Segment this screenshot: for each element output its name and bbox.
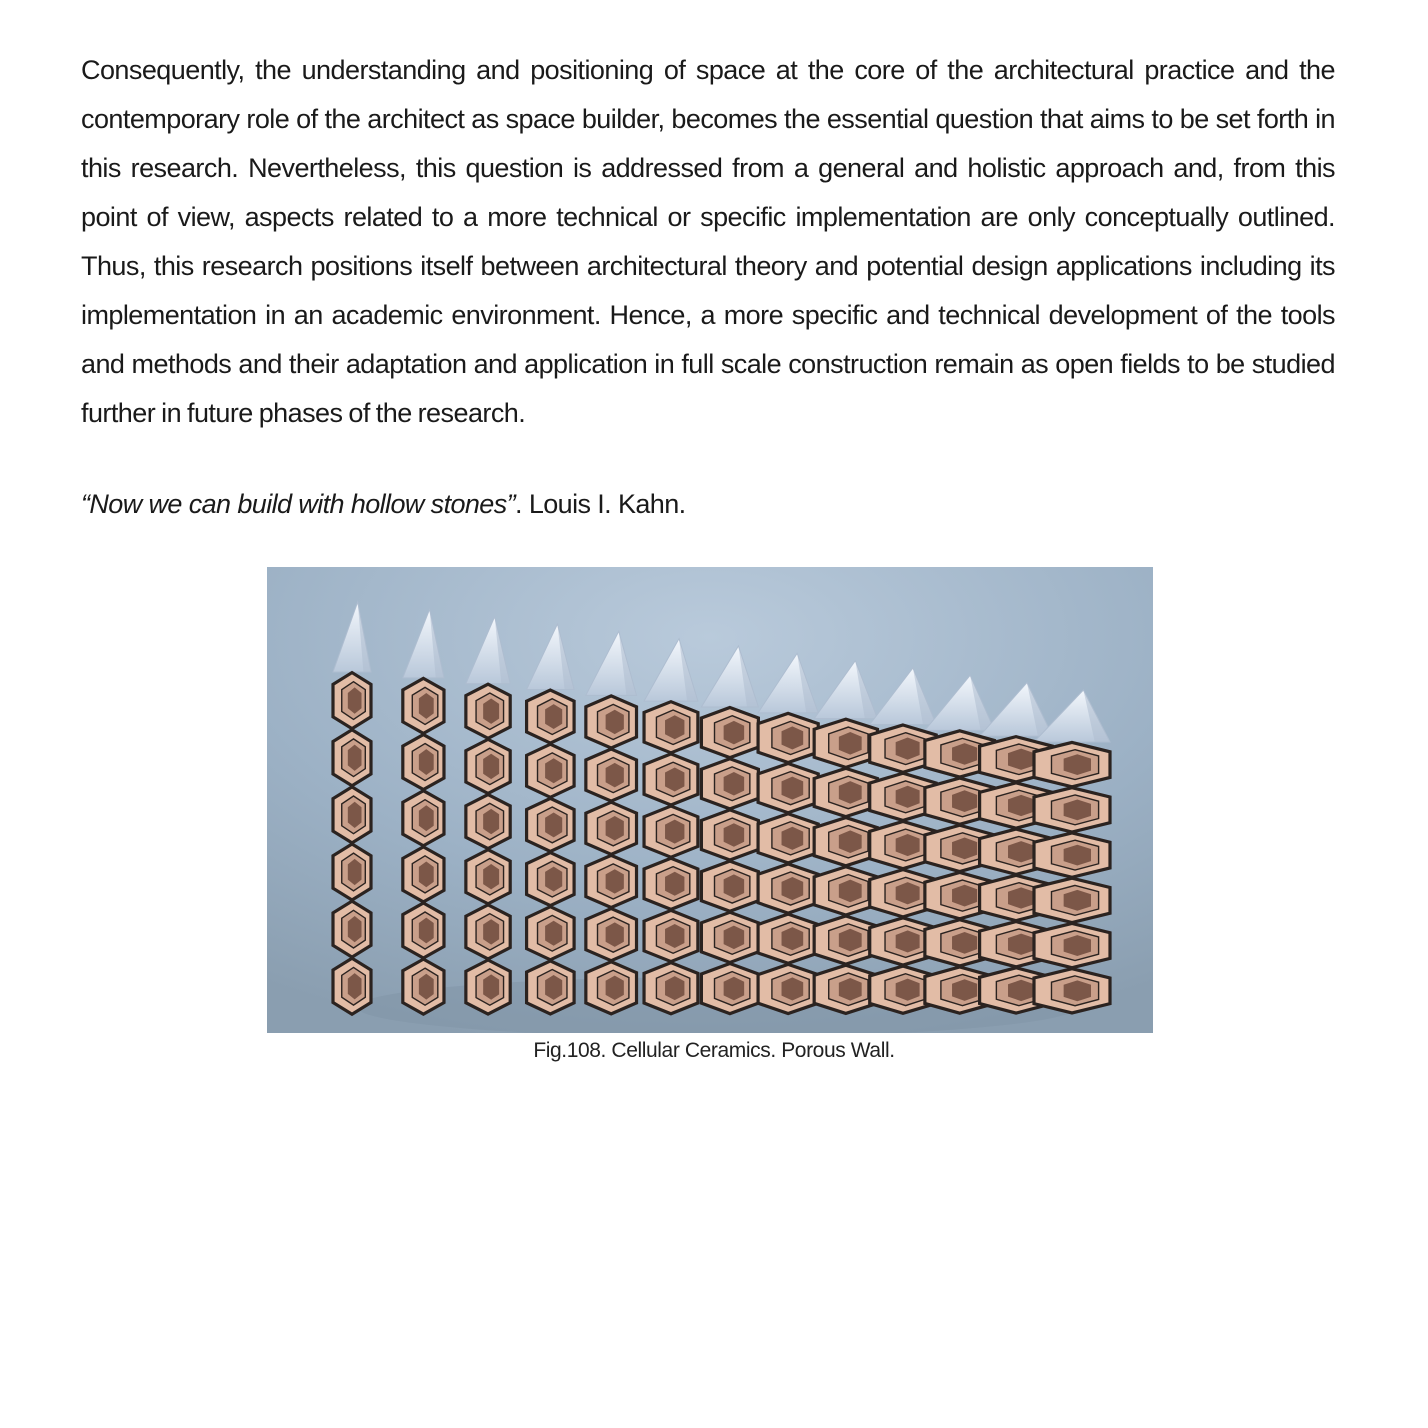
- hex-cell-hole: [483, 699, 499, 724]
- hex-cell-hole: [348, 973, 362, 999]
- hex-cell-hole: [1064, 890, 1091, 911]
- hex-cell-hole: [1008, 795, 1034, 816]
- hex-cell: [466, 739, 510, 793]
- hex-cell-hole: [348, 916, 362, 942]
- hex-cell: [644, 806, 698, 857]
- quote-text: “Now we can build with hollow stones”: [81, 489, 516, 519]
- hex-cell-hole: [665, 976, 684, 1000]
- hex-cell-hole: [545, 975, 562, 1000]
- hex-cell: [586, 696, 637, 748]
- hex-cell-hole: [1064, 799, 1091, 820]
- hex-cell-hole: [896, 882, 920, 904]
- hex-cell-hole: [483, 754, 499, 779]
- hex-cell: [644, 963, 698, 1014]
- hex-cell-hole: [896, 834, 920, 856]
- hex-cell-hole: [724, 772, 745, 796]
- hex-cell: [586, 802, 637, 854]
- hex-cell-hole: [782, 927, 804, 950]
- hex-cell: [527, 744, 575, 797]
- hex-cell-hole: [665, 820, 684, 844]
- hex-cell: [701, 963, 758, 1013]
- hex-cell-hole: [782, 977, 804, 1000]
- hex-cell: [701, 708, 758, 758]
- hex-cell: [527, 907, 575, 960]
- hex-cell: [1034, 878, 1110, 922]
- hex-cell-hole: [839, 978, 862, 1001]
- hex-cell: [333, 844, 371, 900]
- hex-cell-hole: [1008, 934, 1034, 955]
- hex-cell-hole: [483, 974, 499, 999]
- hex-cell-hole: [839, 830, 862, 853]
- hex-cell-hole: [839, 781, 862, 804]
- quote-attribution: . Louis I. Kahn.: [515, 489, 686, 519]
- hex-cell-hole: [665, 767, 684, 791]
- hex-cell-hole: [896, 738, 920, 760]
- hex-cell: [403, 847, 444, 902]
- hex-cell: [586, 749, 637, 801]
- hex-cell: [466, 960, 510, 1014]
- hex-cell: [527, 798, 575, 851]
- hex-cell-hole: [483, 919, 499, 944]
- hex-cell-hole: [1064, 845, 1091, 866]
- hex-cell: [586, 855, 637, 907]
- hex-cell: [403, 903, 444, 958]
- hex-cell: [466, 795, 510, 849]
- hex-cell: [403, 791, 444, 846]
- hex-cell: [333, 673, 371, 729]
- hex-cell-hole: [483, 809, 499, 834]
- hex-cell-hole: [545, 812, 562, 837]
- hex-cell-hole: [896, 979, 920, 1001]
- hex-cell-hole: [665, 924, 684, 948]
- hex-cell: [814, 965, 877, 1013]
- hex-cell: [814, 768, 877, 816]
- hex-cell-hole: [348, 859, 362, 885]
- hex-cell: [527, 961, 575, 1014]
- hex-cell-hole: [606, 816, 624, 840]
- hex-cell-hole: [545, 704, 562, 729]
- hex-cell-hole: [665, 715, 684, 739]
- hex-cell-hole: [1064, 935, 1091, 956]
- hex-cell: [701, 759, 758, 809]
- hex-cell-hole: [348, 687, 362, 713]
- hex-cell-hole: [896, 930, 920, 952]
- hex-cell: [333, 958, 371, 1014]
- hex-cell-hole: [839, 929, 862, 952]
- porous-wall-illustration: [267, 567, 1153, 1033]
- hex-cell-hole: [1008, 887, 1034, 908]
- hex-cell-hole: [348, 745, 362, 771]
- hex-cell-hole: [952, 790, 977, 812]
- hex-cell-hole: [1008, 841, 1034, 862]
- hex-cell: [1034, 969, 1110, 1013]
- hex-cell: [466, 684, 510, 738]
- hex-cell-hole: [896, 786, 920, 808]
- hex-cell-hole: [545, 758, 562, 783]
- hex-cell: [333, 730, 371, 786]
- body-paragraph: Consequently, the understanding and positioning of space at the core of the architectural practice and the contemporary role of the architect as space builder, becomes the essential question that aims to be set forth in this research. Nevertheless, this question is addressed from a general and holistic approach and, from this point of view, aspects related to a more technical or specific implementation are only conceptually outlined. Thus, this research positions itself between architectural theory and potential design applications including its implementation in an academic environment. Hence, a more specific and technical development of the tools and methods and their adaptation and application in full scale construction remain as open fields to be studied further in future phases of the research.: [81, 55, 1335, 428]
- hex-cell-hole: [724, 874, 745, 898]
- hex-cell-hole: [952, 932, 977, 954]
- hex-cell: [1034, 742, 1110, 786]
- hex-cell: [758, 764, 818, 813]
- figure-caption: Fig.108. Cellular Ceramics. Porous Wall.: [533, 1039, 895, 1062]
- hex-cell-hole: [419, 974, 434, 1000]
- hex-cell-hole: [952, 979, 977, 1001]
- hex-cell-hole: [839, 880, 862, 903]
- hex-cell-hole: [724, 823, 745, 847]
- hex-cell-hole: [1008, 749, 1034, 770]
- hex-cell-hole: [545, 867, 562, 892]
- hex-cell-hole: [606, 922, 624, 946]
- hex-cell-hole: [1008, 980, 1034, 1001]
- hex-cell: [586, 909, 637, 961]
- hex-cell: [466, 905, 510, 959]
- hex-cell: [333, 901, 371, 957]
- hex-cell: [644, 858, 698, 909]
- hex-cell: [527, 853, 575, 906]
- figure-cellular-ceramics: [267, 567, 1153, 1033]
- hex-cell-hole: [839, 732, 862, 755]
- hex-cell-hole: [606, 869, 624, 893]
- hex-cell: [814, 916, 877, 964]
- hex-cell-hole: [782, 777, 804, 800]
- hex-cell-hole: [1064, 980, 1091, 1001]
- quote-line: [81, 484, 686, 524]
- hex-cell: [814, 818, 877, 866]
- hex-cell: [758, 814, 818, 863]
- hex-cell-hole: [419, 861, 434, 887]
- hex-cell: [758, 914, 818, 963]
- hex-cell-hole: [348, 802, 362, 828]
- hex-cell: [758, 713, 818, 762]
- hex-cell: [758, 964, 818, 1013]
- hex-cell: [1034, 833, 1110, 877]
- hex-cell: [333, 787, 371, 843]
- hex-cell-hole: [952, 743, 977, 765]
- hex-cell: [814, 867, 877, 915]
- hex-cell-hole: [724, 977, 745, 1001]
- hex-cell-hole: [724, 721, 745, 745]
- hex-cell-hole: [483, 864, 499, 889]
- hex-cell-hole: [419, 805, 434, 831]
- hex-cell-hole: [1064, 754, 1091, 775]
- hex-cell-hole: [419, 918, 434, 944]
- hex-cell-hole: [782, 827, 804, 850]
- hex-cell: [527, 690, 575, 743]
- hex-cell-hole: [665, 872, 684, 896]
- hex-cell: [758, 864, 818, 913]
- hex-cell: [466, 850, 510, 904]
- hex-cell-hole: [724, 926, 745, 950]
- hex-cell-hole: [419, 693, 434, 719]
- hex-cell: [644, 702, 698, 753]
- hex-cell-hole: [419, 749, 434, 775]
- hex-cell-hole: [606, 763, 624, 787]
- hex-cell: [403, 735, 444, 790]
- hex-cell: [701, 810, 758, 860]
- hex-cell: [1034, 923, 1110, 967]
- hex-cell: [586, 962, 637, 1014]
- hex-cell-hole: [782, 877, 804, 900]
- hex-cell: [644, 754, 698, 805]
- hex-cell-hole: [606, 710, 624, 734]
- hex-cell: [701, 912, 758, 962]
- hex-cell: [1034, 788, 1110, 832]
- hex-cell: [814, 719, 877, 767]
- hex-cell: [644, 910, 698, 961]
- hex-cell: [701, 861, 758, 911]
- hex-cell-hole: [606, 976, 624, 1000]
- hex-cell-hole: [952, 885, 977, 907]
- hex-cell: [403, 959, 444, 1014]
- hex-cell: [403, 678, 444, 733]
- hex-cell-hole: [952, 838, 977, 860]
- hex-cell-hole: [545, 921, 562, 946]
- hex-cell-hole: [782, 726, 804, 749]
